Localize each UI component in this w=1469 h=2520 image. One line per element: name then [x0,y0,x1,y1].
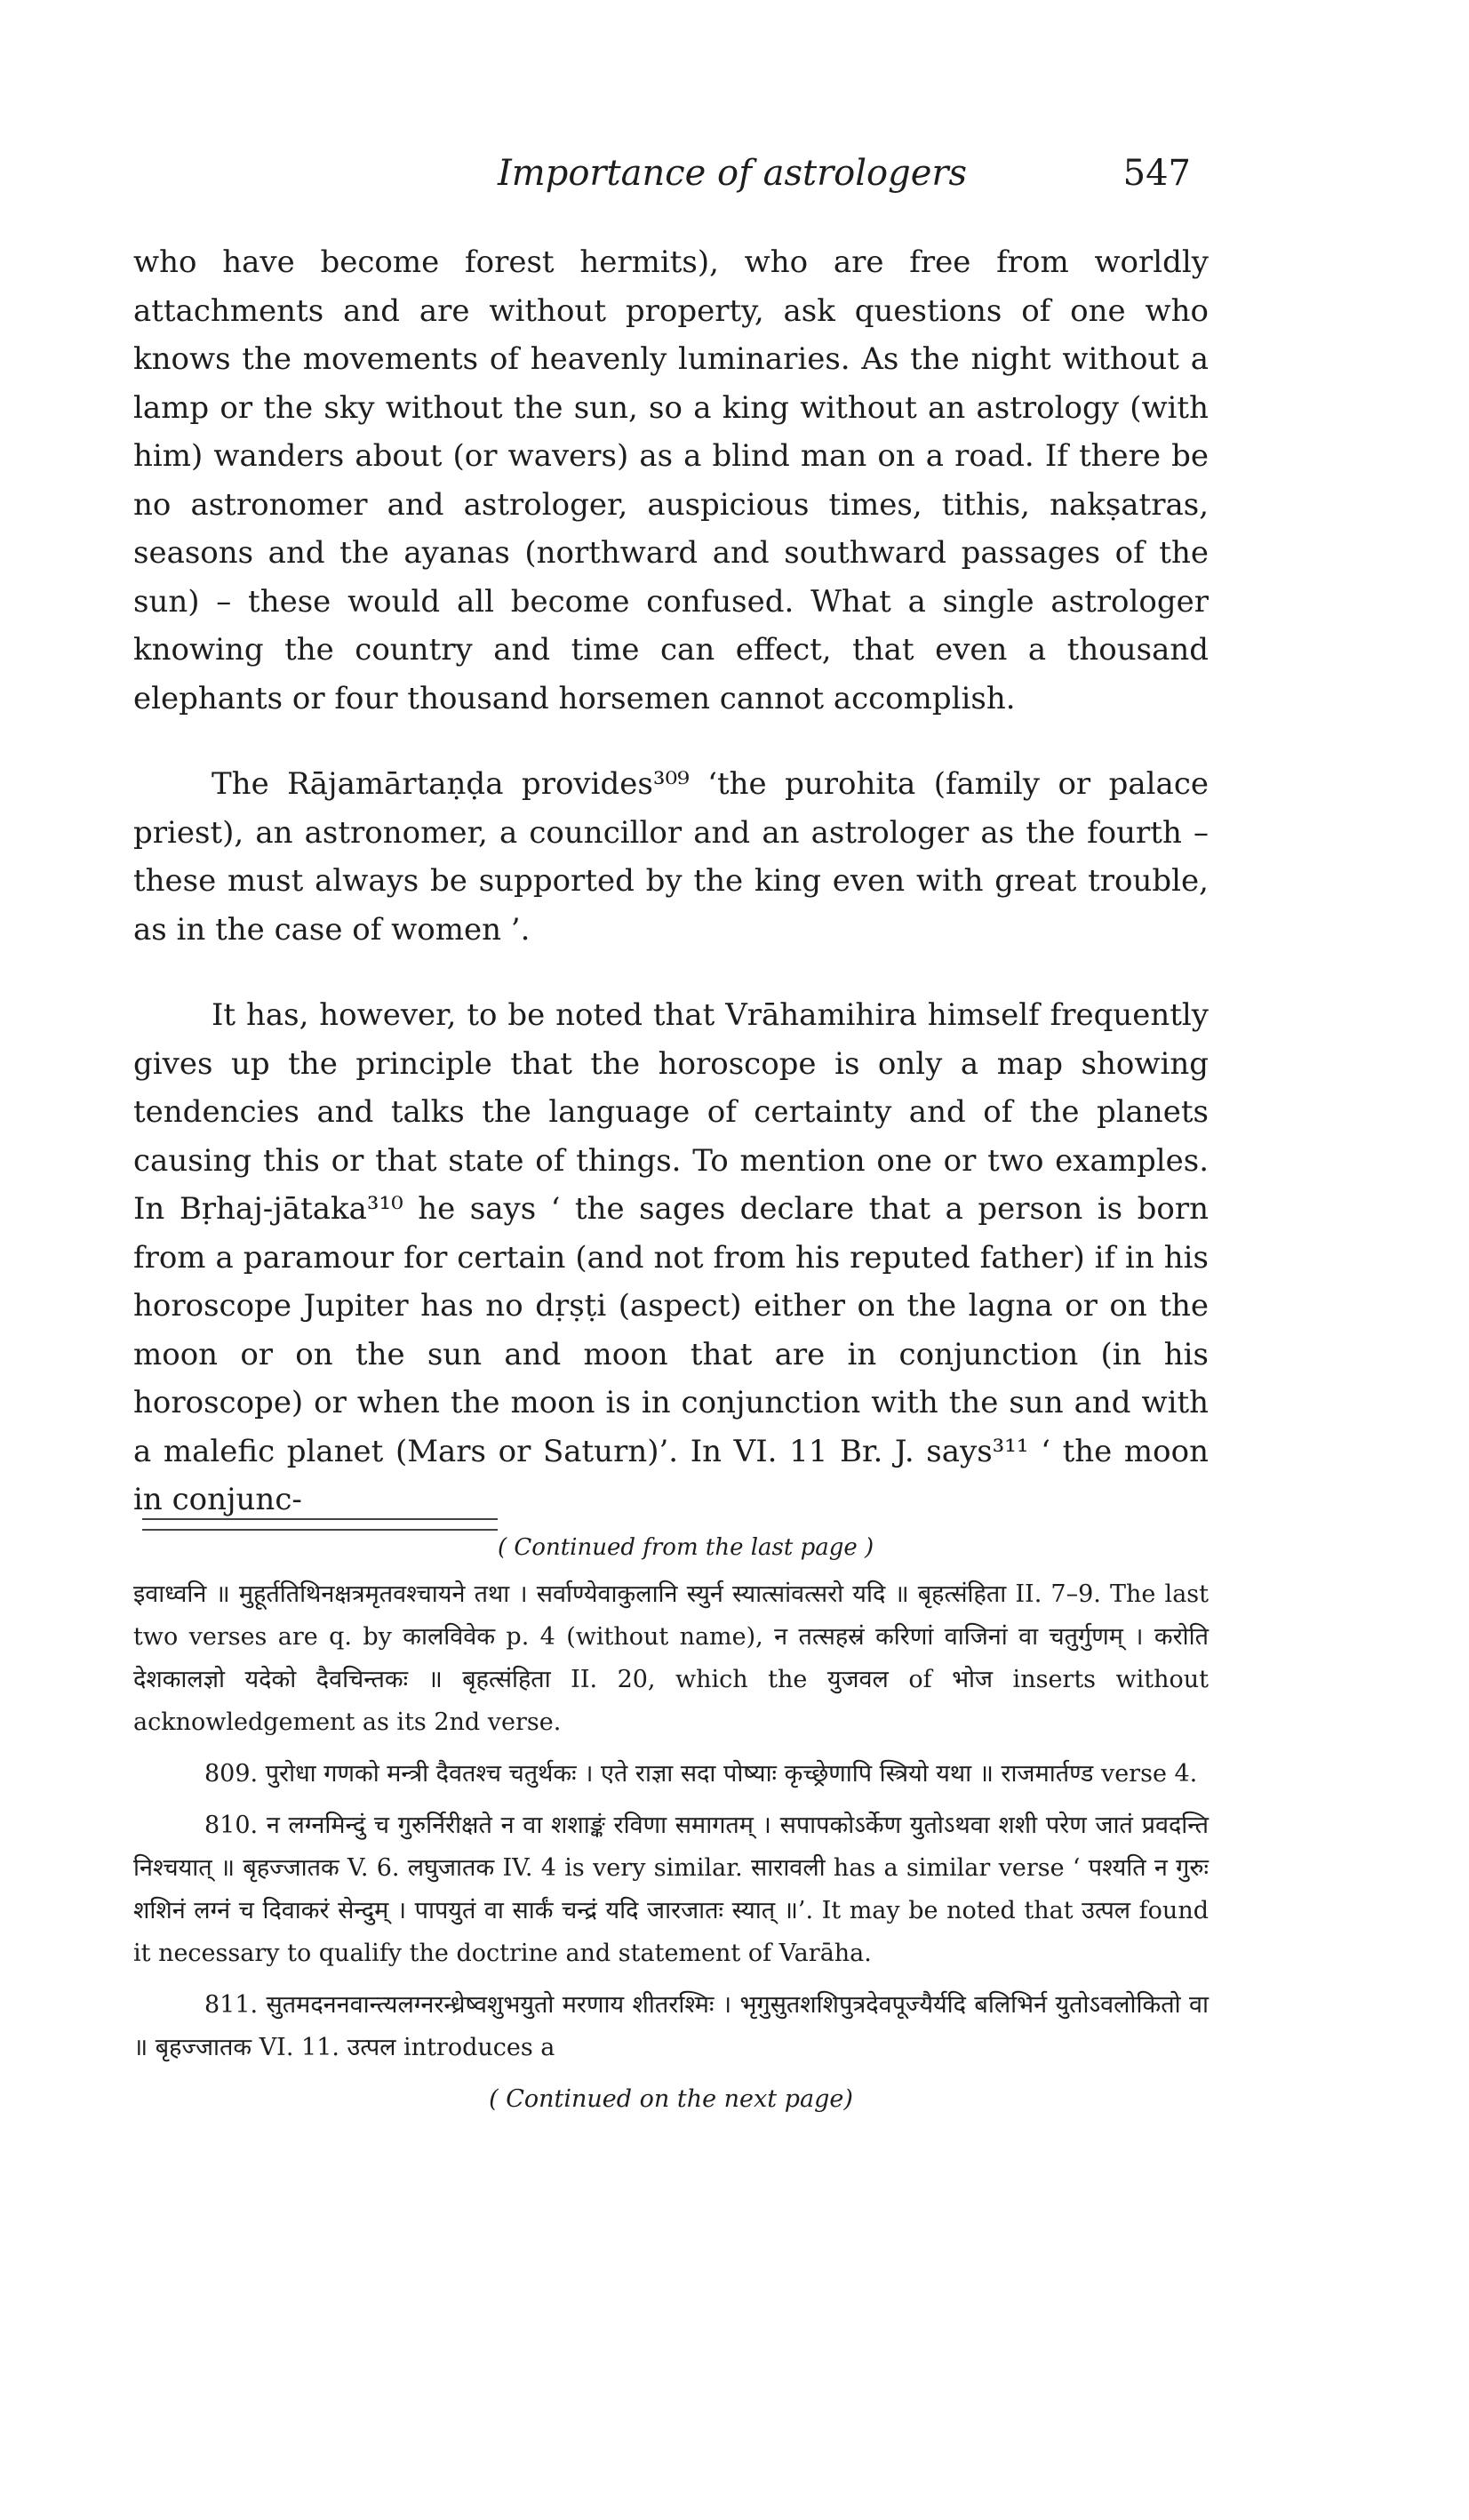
footnote-811: 811. सुतमदननवान्त्यलग्नरन्ध्रेष्वशुभयुतो मरणाय शीतरश्मिः । भृगुसुतशशिपुत्रदेवपूज्यैर्यदि बलिभिर्न युतोऽवलोकितो वा ॥ बृहज्जातक VI. 11. उत्पल introduces a [133,1991,1209,2061]
footnote-continued-next: ( Continued on the next page) [489,2085,853,2113]
footnote-divider [142,1518,498,1531]
footnote-810: 810. न लग्नमिन्दुं च गुरुर्निरीक्षते न वा शशाङ्कं रविणा समागतम् । सपापकोऽर्केण युतोऽथवा शशी परेण जातं प्रवदन्ति निश्चयात् ॥ बृहज्जातक V. 6. लघुजातक IV. 4 is very similar. सारावली has a similar verse ‘ पश्यति न गुरुः शशिनं लग्नं च दिवाकरं सेन्दुम् । पापयुतं वा सार्कं चन्द्रं यदि जारजातः स्यात् ॥’. It may be noted that उत्पल found it necessary to qualify the doctrine and statement of Varāha. [133,1812,1209,1967]
page-number: 547 [1122,153,1191,194]
footnotes [133,1573,1209,2121]
footnote-809: 809. पुरोधा गणको मन्त्री दैवतश्च चतुर्थकः । एते राज्ञा सदा पोष्याः कृच्छ्रेणापि स्त्रियो यथा ॥ राजमार्तण्ड verse 4. [204,1760,1198,1788]
paragraph-2: The Rājamārtaṇḍa provides³⁰⁹ ‘the purohita (family or palace priest), an astronomer, a councillor and an astrologer as the fourth – these must always be supported by the king even with great trouble, as in the case of women ’. [133,766,1209,948]
running-title: Importance of astrologers [498,153,968,194]
page-header [133,153,1200,206]
paragraph-1: who have become forest hermits), who are free from worldly attachments and are without property, ask questions of one who knows the movements of heavenly luminaries. As the night without a lamp or the sky without the sun, so a king without an astrology (with him) wanders about (or wavers) as a blind man on a road. If there be no astronomer and astrologer, auspicious times, tithis, nakṣatras, seasons and the ayanas (northward and southward passages of the sun) – these would all become confused. What a single astrologer knowing the country and time can effect, that even a thousand elephants or four thousand horsemen cannot accomplish. [133,244,1209,716]
footnote-continuation: इवाध्वनि ॥ मुहूर्ततिथिनक्षत्रमृतवश्चायने तथा । सर्वाण्येवाकुलानि स्युर्न स्यात्सांवत्सरो यदि ॥ बृहत्संहिता II. 7–9. The last two verses are q. by कालविवेक p. 4 (without name), न तत्सहस्रं करिणां वाजिनां वा चतुर्गुणम् । करोति देशकालज्ञो यदेको दैवचिन्तकः ॥ बृहत्संहिता II. 20, which the युजवल of भोज inserts without acknowledgement as its 2nd verse. [133,1580,1209,1736]
paragraph-3: It has, however, to be noted that Vrāhamihira himself frequently gives up the principle that the horoscope is only a map showing tendencies and talks the language of certainty and of the planets causing this or that state of things. To mention one or two examples. In Bṛhaj-jātaka³¹⁰ he says ‘ the sages declare that a person is born from a paramour for certain (and not from his reputed father) if in his horoscope Jupiter has no dṛṣṭi (aspect) either on the lagna or on the moon or on the sun and moon that are in conjunction (in his horoscope) or when the moon is in conjunction with the sun and with a malefic planet (Mars or Saturn)’. In VI. 11 Br. J. says³¹¹ ‘ the moon in conjunc- [133,997,1209,1517]
footnote-continued-from: ( Continued from the last page ) [498,1534,874,1561]
main-text [133,238,1209,1524]
